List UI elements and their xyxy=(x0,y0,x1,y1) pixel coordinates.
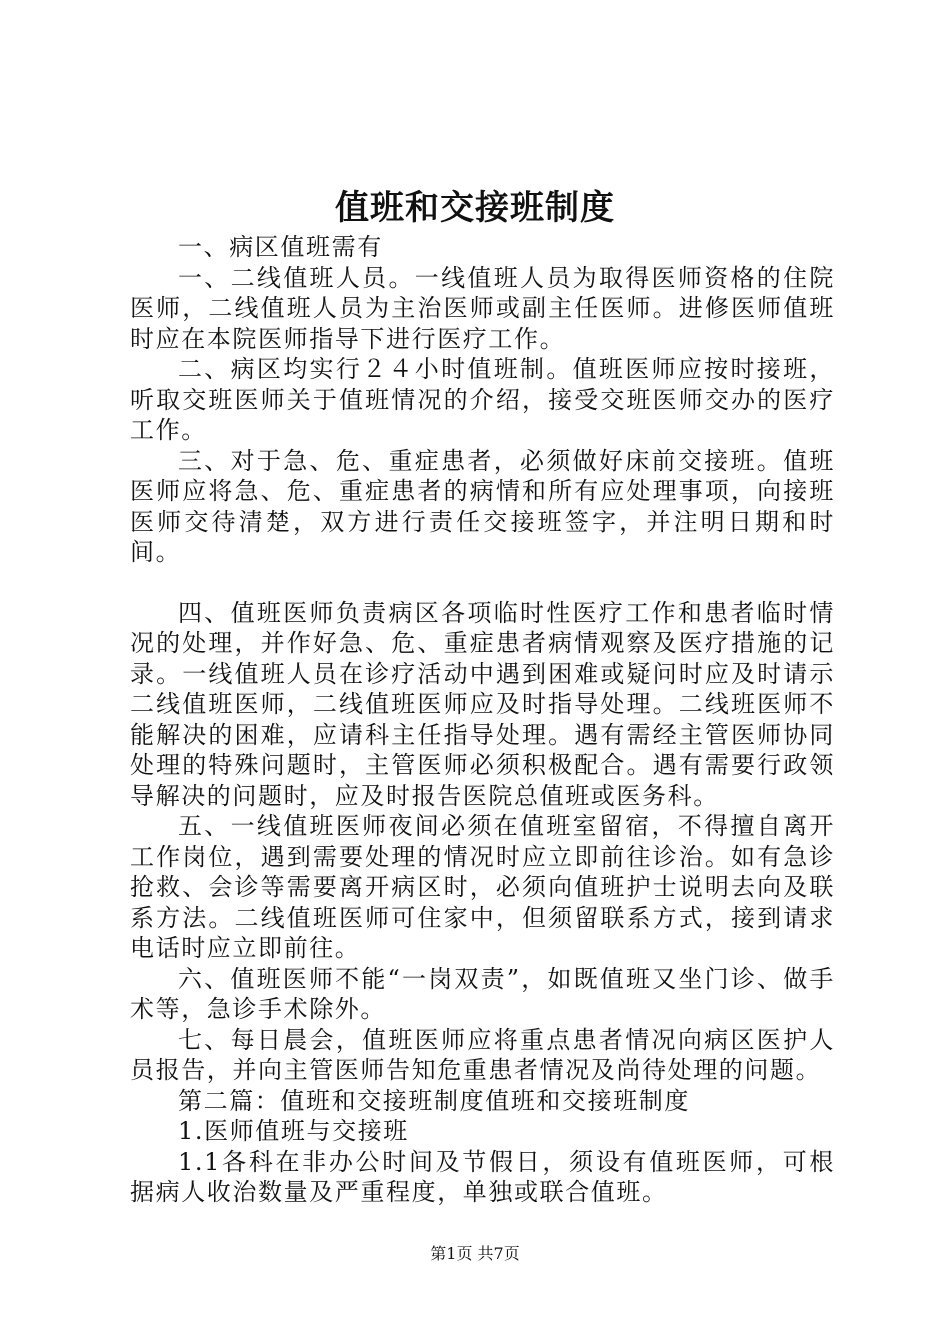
subsection-heading-1: 1.医师值班与交接班 xyxy=(178,1117,409,1145)
paragraph-4: 三、对于急、危、重症患者，必须做好床前交接班。值班医师应将急、危、重症患者的病情和所有应处理事项，向接班医师交待清楚，双方进行责任交接班签字，并注明日期和时间。 xyxy=(130,446,835,566)
paragraph-1: 一、病区值班需有 xyxy=(178,233,383,261)
document-body xyxy=(130,232,835,1208)
page-number-footer: 第1页 共7页 xyxy=(430,1244,520,1263)
paragraph-3: 二、病区均实行２４小时值班制。值班医师应按时接班，听取交班医师关于值班情况的介绍，接受交班医师交办的医疗工作。 xyxy=(130,355,835,444)
paragraph-1-1: 1.1各科在非办公时间及节假日，须设有值班医师，可根据病人收治数量及严重程度，单独或联合值班。 xyxy=(130,1147,835,1206)
paragraph-8: 七、每日晨会，值班医师应将重点患者情况向病区医护人员报告，并向主管医师告知危重患者情况及尚待处理的问题。 xyxy=(130,1025,835,1084)
section-heading-part-two: 第二篇：值班和交接班制度值班和交接班制度 xyxy=(178,1086,690,1115)
paragraph-6: 五、一线值班医师夜间必须在值班室留宿，不得擅自离开工作岗位，遇到需要处理的情况时应立即前往诊治。如有急诊抢救、会诊等需要离开病区时，必须向值班护士说明去向及联系方法。二线值班医师可住家中，但须留联系方式，接到请求电话时应立即前往。 xyxy=(130,812,835,962)
paragraph-7: 六、值班医师不能“一岗双责”，如既值班又坐门诊、做手术等，急诊手术除外。 xyxy=(130,964,835,1023)
paragraph-5: 四、值班医师负责病区各项临时性医疗工作和患者临时情况的处理，并作好急、危、重症患者病情观察及医疗措施的记录。一线值班人员在诊疗活动中遇到困难或疑问时应及时请示二线值班医师，二线值班医师应及时指导处理。二线班医师不能解决的困难，应请科主任指导处理。遇有需经主管医师协同处理的特殊问题时，主管医师必须积极配合。遇有需要行政领导解决的问题时，应及时报告医院总值班或医务科。 xyxy=(130,598,835,810)
document-title: 值班和交接班制度 xyxy=(335,188,615,228)
paragraph-2: 一、二线值班人员。一线值班人员为取得医师资格的住院医师，二线值班人员为主治医师或副主任医师。进修医师值班时应在本院医师指导下进行医疗工作。 xyxy=(130,263,835,353)
